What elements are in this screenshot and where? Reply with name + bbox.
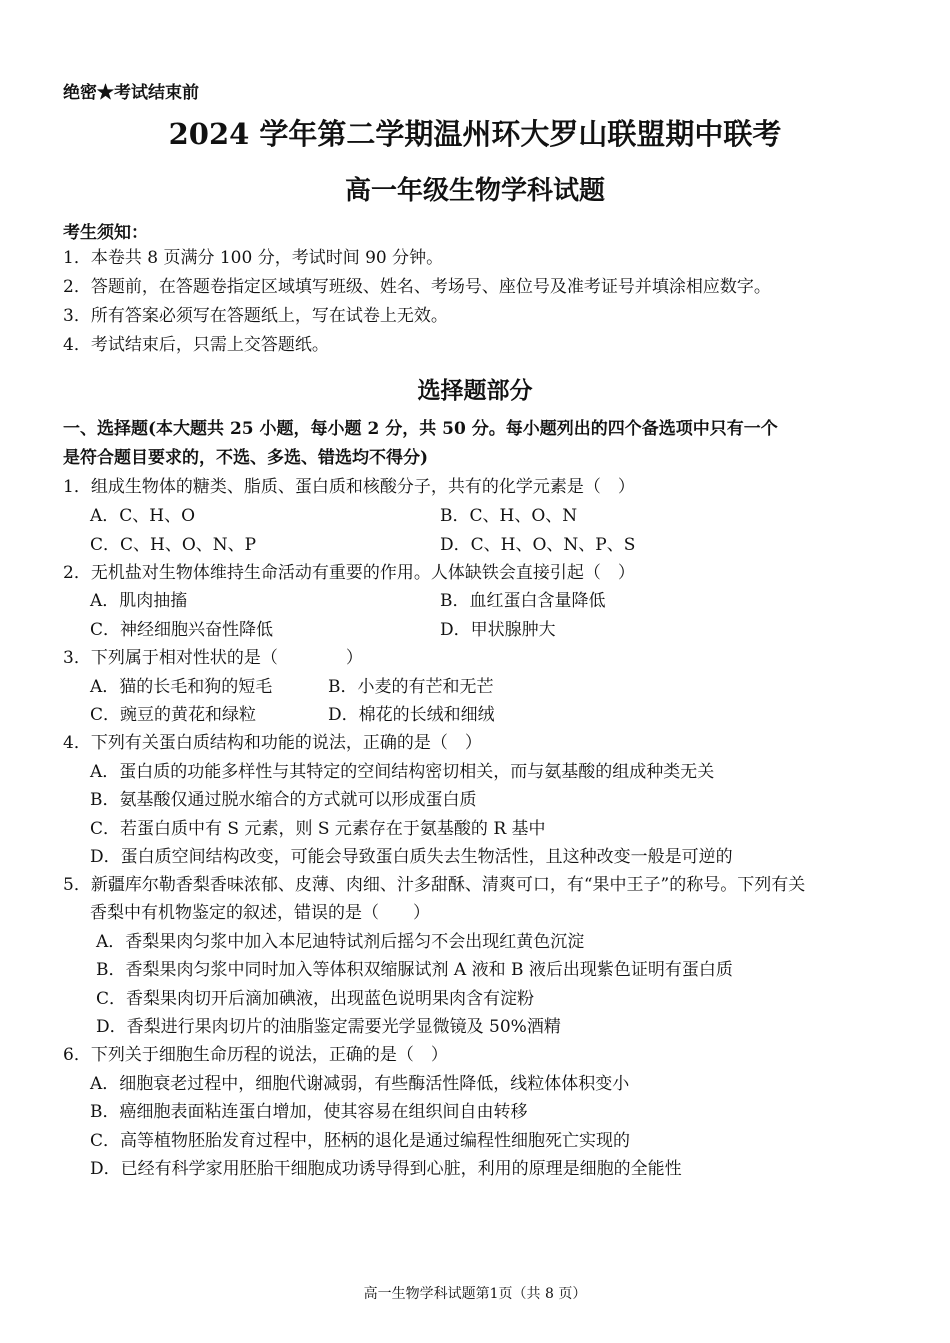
confidential-label: 绝密★考试结束前	[63, 83, 199, 103]
question-5-stem: 5．新疆库尔勒香梨香味浓郁、皮薄、肉细、汁多甜酥、清爽可口，有“果中王子”的称号。下列有关	[63, 875, 806, 895]
exam-subtitle: 高一年级生物学科试题	[344, 176, 605, 206]
question-3-stem: 3．下列属于相对性状的是（ ）	[63, 648, 363, 668]
notice-item: 1．本卷共 8 页满分 100 分，考试时间 90 分钟。	[63, 248, 444, 268]
notice-item: 4．考试结束后，只需上交答题纸。	[63, 335, 329, 355]
question-2-option-a: A．肌肉抽搐	[90, 591, 188, 611]
question-4-option-a: A．蛋白质的功能多样性与其特定的空间结构密切相关，而与氨基酸的组成种类无关	[90, 762, 715, 782]
question-3-option-b: B．小麦的有芒和无芒	[328, 677, 494, 697]
question-5-stem-cont: 香梨中有机物鉴定的叙述，错误的是（ ）	[90, 903, 430, 923]
question-5-option-d: D．香梨进行果肉切片的油脂鉴定需要光学显微镜及 50%酒精	[96, 1017, 561, 1037]
section-title: 选择题部分	[417, 377, 533, 404]
question-2-option-c: C．神经细胞兴奋性降低	[90, 620, 274, 640]
question-4-option-b: B．氨基酸仅通过脱水缩合的方式就可以形成蛋白质	[90, 790, 477, 810]
question-6-option-d: D．已经有科学家用胚胎干细胞成功诱导得到心脏，利用的原理是细胞的全能性	[90, 1159, 682, 1179]
question-5-option-a: A．香梨果肉匀浆中加入本尼迪特试剂后摇匀不会出现红黄色沉淀	[96, 932, 585, 952]
question-6-option-b: B．癌细胞表面粘连蛋白增加，使其容易在组织间自由转移	[90, 1102, 528, 1122]
question-3-option-c: C．豌豆的黄花和绿粒	[90, 705, 257, 725]
notice-item: 2．答题前，在答题卷指定区域填写班级、姓名、考场号、座位号及准考证号并填涂相应数字。	[63, 277, 771, 297]
question-2-option-d: D．甲状腺肿大	[440, 620, 556, 640]
question-1-option-c: C．C、H、O、N、P	[90, 535, 257, 555]
part-one-instructions: 一、选择题(本大题共 25 小题，每小题 2 分，共 50 分。每小题列出的四个备选项中只有一个	[63, 419, 778, 439]
question-1-stem: 1．组成生物体的糖类、脂质、蛋白质和核酸分子，共有的化学元素是（ ）	[63, 477, 635, 497]
question-3-option-d: D．棉花的长绒和细绒	[328, 705, 495, 725]
question-1-option-d: D．C、H、O、N、P、S	[440, 535, 636, 555]
question-4-option-d: D．蛋白质空间结构改变，可能会导致蛋白质失去生物活性，且这种改变一般是可逆的	[90, 847, 733, 867]
question-2-stem: 2．无机盐对生物体维持生命活动有重要的作用。人体缺铁会直接引起（ ）	[63, 563, 635, 583]
part-one-instructions-cont: 是符合题目要求的，不选、多选、错选均不得分)	[63, 448, 429, 468]
question-6-stem: 6．下列关于细胞生命历程的说法，正确的是（ ）	[63, 1045, 448, 1065]
notice-heading: 考生须知：	[63, 223, 148, 243]
notice-item: 3．所有答案必须写在答题纸上，写在试卷上无效。	[63, 306, 448, 326]
question-1-option-b: B．C、H、O、N	[440, 506, 578, 526]
question-6-option-c: C．高等植物胚胎发育过程中，胚柄的退化是通过编程性细胞死亡实现的	[90, 1131, 631, 1151]
question-1-option-a: A．C、H、O	[90, 506, 196, 526]
question-2-option-b: B．血红蛋白含量降低	[440, 591, 606, 611]
page-footer: 高一生物学科试题第1页（共 8 页）	[363, 1286, 587, 1302]
question-4-option-c: C．若蛋白质中有 S 元素，则 S 元素存在于氨基酸的 R 基中	[90, 819, 546, 839]
question-4-stem: 4．下列有关蛋白质结构和功能的说法，正确的是（ ）	[63, 733, 482, 753]
question-6-option-a: A．细胞衰老过程中，细胞代谢减弱，有些酶活性降低，线粒体体积变小	[90, 1074, 630, 1094]
question-5-option-b: B．香梨果肉匀浆中同时加入等体积双缩脲试剂 A 液和 B 液后出现紫色证明有蛋白质	[96, 960, 733, 980]
question-3-option-a: A．猫的长毛和狗的短毛	[90, 677, 273, 697]
question-5-option-c: C．香梨果肉切开后滴加碘液，出现蓝色说明果肉含有淀粉	[96, 989, 535, 1009]
exam-title: 2024 学年第二学期温州环大罗山联盟期中联考	[168, 117, 782, 151]
